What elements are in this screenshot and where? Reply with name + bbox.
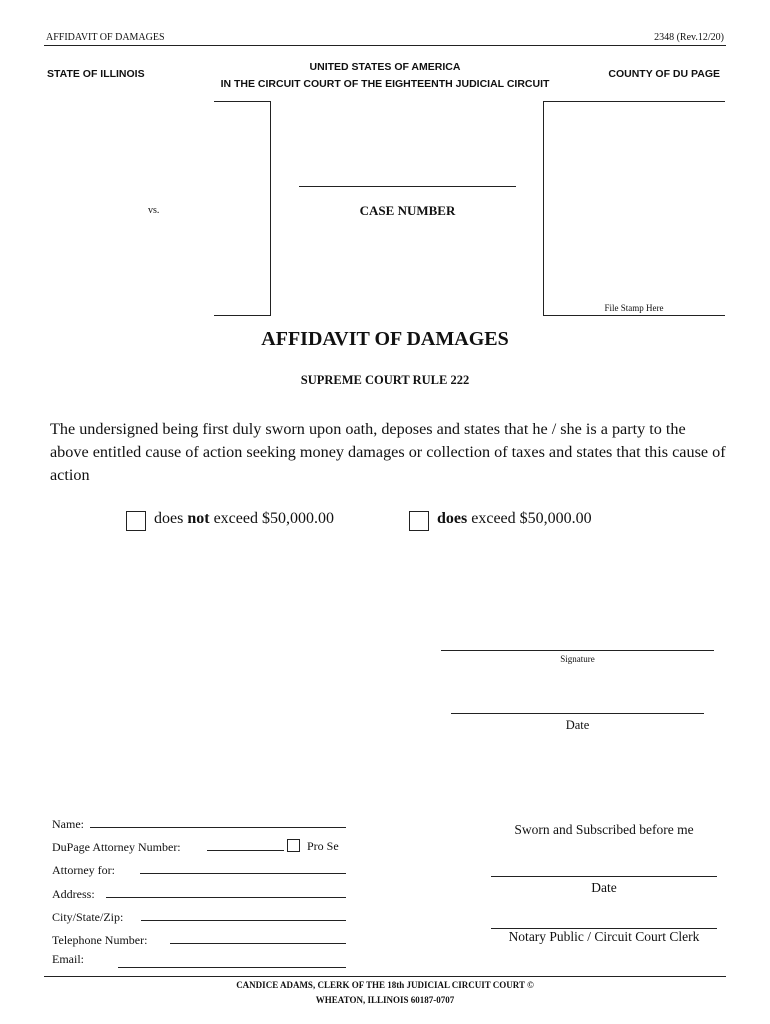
attorney-for-field[interactable] [140, 873, 346, 874]
notary-date-field[interactable] [491, 876, 717, 877]
dupage-attorney-number-label: DuPage Attorney Number: [52, 840, 181, 854]
address-label: Address: [52, 887, 95, 901]
signature-date-field[interactable] [451, 713, 704, 714]
affidavit-statement: The undersigned being first duly sworn upon oath, deposes and states that he / she is a party to the above entitled cause of action seeking money damages or collection of taxes and states that this cause of action [50, 420, 726, 484]
state-label: STATE OF ILLINOIS [47, 68, 145, 80]
file-stamp-border-top [543, 101, 725, 102]
notary-date-label: Date [591, 880, 617, 895]
not-exceed-checkbox[interactable] [126, 511, 146, 531]
case-number-label: CASE NUMBER [359, 203, 456, 218]
notary-public-label: Notary Public / Circuit Court Clerk [508, 929, 700, 944]
caption-left-top [214, 101, 271, 102]
telephone-label: Telephone Number: [52, 933, 148, 947]
county-label: COUNTY OF DU PAGE [608, 68, 720, 80]
sworn-subscribed-label: Sworn and Subscribed before me [514, 822, 694, 837]
exceed-checkbox[interactable] [409, 511, 429, 531]
country-label: UNITED STATES OF AMERICA [309, 61, 461, 73]
address-field[interactable] [106, 897, 346, 898]
name-label: Name: [52, 817, 84, 831]
file-stamp-border-left [543, 101, 544, 316]
document-subtitle: SUPREME COURT RULE 222 [300, 373, 470, 387]
file-stamp-label: File Stamp Here [604, 303, 664, 313]
document-title: AFFIDAVIT OF DAMAGES [261, 328, 509, 350]
case-number-field[interactable] [299, 186, 516, 187]
exceed-option-label: does exceed $50,000.00 [437, 510, 592, 527]
name-field[interactable] [90, 827, 346, 828]
footer-address: WHEATON, ILLINOIS 60187-0707 [315, 995, 455, 1005]
signature-field[interactable] [441, 650, 714, 651]
pro-se-label: Pro Se [307, 839, 339, 853]
signature-date-label: Date [565, 718, 590, 732]
caption-left-bottom [214, 315, 271, 316]
not-exceed-option-label: does not exceed $50,000.00 [154, 510, 334, 527]
pro-se-checkbox[interactable] [287, 839, 300, 852]
file-stamp-border-bottom [543, 315, 725, 316]
header-divider [44, 45, 726, 46]
form-header-title: AFFIDAVIT OF DAMAGES [46, 32, 165, 43]
city-state-zip-label: City/State/Zip: [52, 910, 124, 924]
form-number: 2348 (Rev.12/20) [654, 32, 724, 43]
city-state-zip-field[interactable] [141, 920, 346, 921]
telephone-field[interactable] [170, 943, 346, 944]
court-label: IN THE CIRCUIT COURT OF THE EIGHTEENTH JUDICIAL CIRCUIT [220, 78, 550, 90]
attorney-for-label: Attorney for: [52, 863, 115, 877]
email-label: Email: [52, 952, 84, 966]
caption-left-border [270, 101, 271, 316]
footer-clerk: CANDICE ADAMS, CLERK OF THE 18th JUDICIAL CIRCUIT COURT © [236, 980, 534, 990]
footer-divider [44, 976, 726, 977]
dupage-attorney-number-field[interactable] [207, 850, 284, 851]
email-field[interactable] [118, 967, 346, 968]
versus-label: vs. [148, 205, 160, 216]
signature-label: Signature [560, 654, 595, 664]
